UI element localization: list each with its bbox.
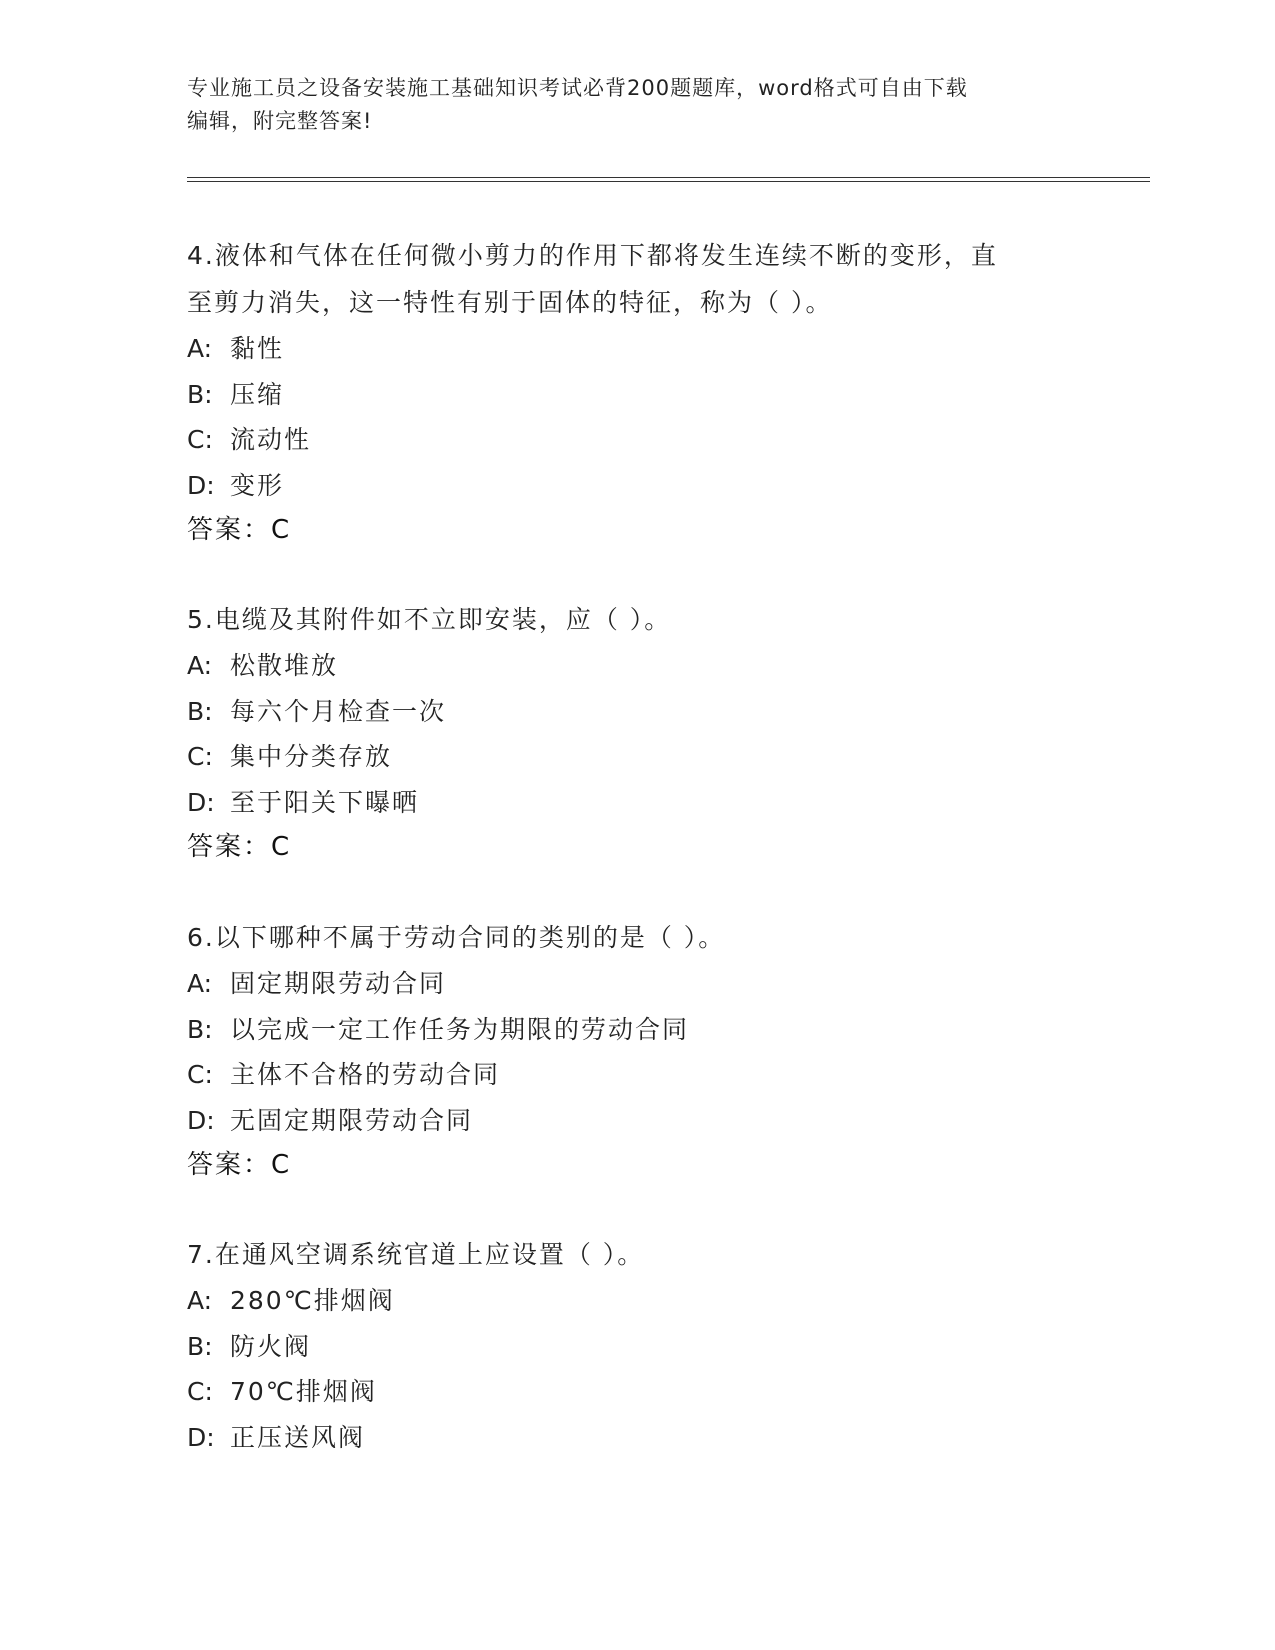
option-letter: D: [187, 787, 215, 817]
header-line-2: 编辑，附完整答案! [187, 109, 373, 133]
option-a [187, 961, 1087, 1007]
option-letter: D: [187, 1422, 215, 1452]
question-stem-line: 至剪力消失，这一特性有别于固体的特征，称为（ ）。 [187, 288, 833, 317]
option-letter: C: [187, 1377, 213, 1406]
header-line-1: 专业施工员之设备安装施工基础知识考试必背200题题库，word格式可自由下载 [187, 76, 968, 100]
answer-line: 答案：C [187, 515, 292, 545]
option-text: 变形 [230, 470, 285, 500]
option-letter: A: [187, 651, 213, 680]
option-a [187, 1278, 1087, 1324]
option-text: 正压送风阀 [230, 1422, 366, 1452]
option-text: 至于阳关下曝晒 [230, 787, 420, 817]
option-c [187, 417, 1087, 463]
option-b [187, 1324, 1087, 1370]
option-letter: B: [187, 379, 213, 409]
option-letter: D: [187, 470, 215, 500]
question-5 [187, 596, 1087, 870]
option-b [187, 689, 1087, 735]
option-c [187, 1052, 1087, 1098]
option-letter: B: [187, 1014, 213, 1044]
option-text: 松散堆放 [230, 651, 339, 680]
question-6 [187, 914, 1087, 1188]
option-letter: C: [187, 1060, 213, 1089]
option-letter: A: [187, 969, 213, 998]
option-a [187, 326, 1087, 372]
option-text: 280℃排烟阀 [230, 1286, 395, 1315]
option-text: 黏性 [230, 334, 285, 363]
option-d [187, 780, 1087, 826]
option-letter: A: [187, 334, 213, 363]
document-header [187, 72, 1087, 138]
question-stem-line: 4.液体和气体在任何微小剪力的作用下都将发生连续不断的变形，直 [187, 241, 998, 270]
question-4 [187, 232, 1087, 553]
option-text: 防火阀 [230, 1331, 312, 1361]
question-stem-line: 6.以下哪种不属于劳动合同的类别的是（ ）。 [187, 923, 726, 952]
option-text: 70℃排烟阀 [230, 1377, 377, 1406]
option-b [187, 372, 1087, 418]
option-text: 流动性 [230, 425, 312, 454]
option-a [187, 643, 1087, 689]
answer-line: 答案：C [187, 832, 292, 862]
option-text: 主体不合格的劳动合同 [230, 1060, 501, 1089]
option-letter: A: [187, 1286, 213, 1315]
option-text: 以完成一定工作任务为期限的劳动合同 [230, 1014, 690, 1044]
option-letter: C: [187, 425, 213, 454]
header-divider-top [187, 177, 1150, 178]
option-c [187, 734, 1087, 780]
option-b [187, 1007, 1087, 1053]
option-d [187, 463, 1087, 509]
question-stem-line: 7.在通风空调系统官道上应设置（ ）。 [187, 1240, 645, 1269]
option-letter: B: [187, 696, 213, 726]
option-text: 固定期限劳动合同 [230, 969, 447, 998]
option-letter: D: [187, 1105, 215, 1135]
option-text: 压缩 [230, 379, 285, 409]
question-7 [187, 1231, 1087, 1460]
option-text: 无固定期限劳动合同 [230, 1105, 474, 1135]
question-stem-line: 5.电缆及其附件如不立即安装，应（ ）。 [187, 605, 672, 634]
option-d [187, 1415, 1087, 1461]
option-text: 集中分类存放 [230, 742, 393, 771]
option-text: 每六个月检查一次 [230, 696, 447, 726]
option-letter: C: [187, 742, 213, 771]
answer-line: 答案：C [187, 1150, 292, 1180]
option-letter: B: [187, 1331, 213, 1361]
option-c [187, 1369, 1087, 1415]
header-divider-bottom [187, 181, 1150, 182]
option-d [187, 1098, 1087, 1144]
